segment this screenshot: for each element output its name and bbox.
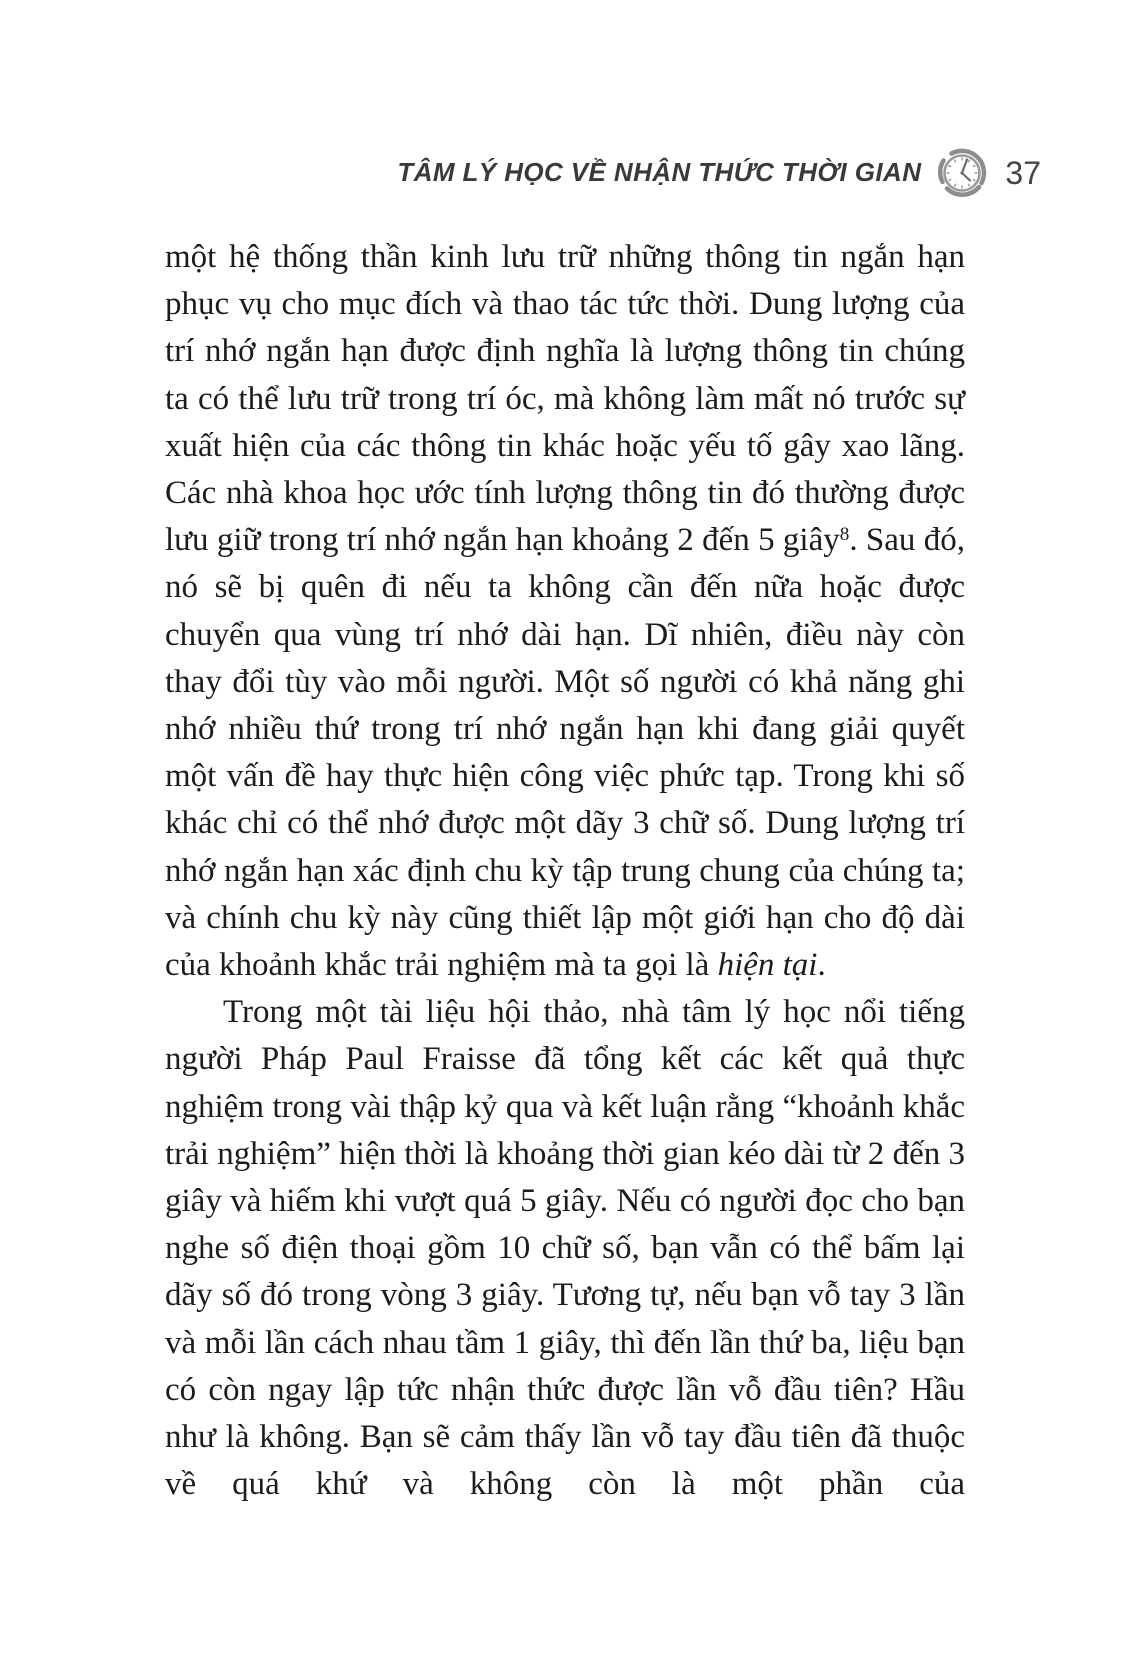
page-number: 37 — [1005, 154, 1041, 191]
paragraph — [165, 234, 965, 989]
running-header — [397, 146, 1041, 200]
body-text — [165, 234, 965, 1508]
chapter-title: TÂM LÝ HỌC VỀ NHẬN THỨC THỜI GIAN — [397, 156, 922, 187]
clock-icon — [935, 146, 989, 200]
text-run: một hệ thống thần kinh lưu trữ những thông tin ngắn hạn phục vụ cho mục đích và thao tác tức thời. Dung lượng của trí nhớ ngắn hạn được định nghĩa là lượng thông tin chúng ta có thể lưu trữ trong trí óc, mà không làm mất nó trước sự xuất hiện của các thông tin khác hoặc yếu tố gây xao lãng. Các nhà khoa học ước tính lượng thông tin đó thường được lưu giữ trong trí nhớ ngắn hạn khoảng 2 đến 5 giây — [165, 239, 965, 559]
text-run: hiện tại — [717, 947, 818, 984]
paragraph — [165, 989, 965, 1508]
footnote-marker: 8 — [839, 523, 850, 545]
text-run: Trong một tài liệu hội thảo, nhà tâm lý học nổi tiếng người Pháp Paul Fraisse đã tổng kết các kết quả thực nghiệm trong vài thập kỷ qua và kết luận rằng “khoảnh khắc trải nghiệm” hiện thời là khoảng thời gian kéo dài từ 2 đến 3 giây và hiếm khi vượt quá 5 giây. Nếu có người đọc cho bạn nghe số điện thoại gồm 10 chữ số, bạn vẫn có thể bấm lại dãy số đó trong vòng 3 giây. Tương tự, nếu bạn vỗ tay 3 lần và mỗi lần cách nhau tầm 1 giây, thì đến lần thứ ba, liệu bạn có còn ngay lập tức nhận thức được lần vỗ đầu tiên? Hầu như là không. Bạn sẽ cảm thấy lần vỗ tay đầu tiên đã thuộc về quá khứ và không còn là một phần của — [165, 994, 965, 1503]
text-run: . Sau đó, nó sẽ bị quên đi nếu ta không cần đến nữa hoặc được chuyển qua vùng trí nhớ dài hạn. Dĩ nhiên, điều này còn thay đổi tùy vào mỗi người. Một số người có khả năng ghi nhớ nhiều thứ trong trí nhớ ngắn hạn khi đang giải quyết một vấn đề hay thực hiện công việc phức tạp. Trong khi số khác chỉ có thể nhớ được một dãy 3 chữ số. Dung lượng trí nhớ ngắn hạn xác định chu kỳ tập trung chung của chúng ta; và chính chu kỳ này cũng thiết lập một giới hạn cho độ dài của khoảnh khắc trải nghiệm mà ta gọi là — [165, 522, 966, 984]
text-run: . — [817, 947, 826, 984]
